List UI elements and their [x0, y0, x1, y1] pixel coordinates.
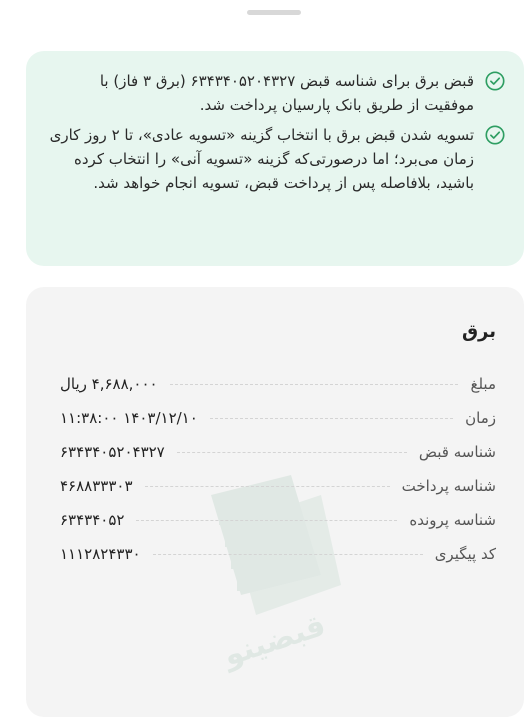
payment-id-value: ۴۶۸۸۳۳۳۰۳ [60, 477, 133, 495]
tracking-code-label: کد پیگیری [434, 545, 496, 563]
row-divider [210, 417, 453, 419]
settlement-info-text: تسویه شدن قبض برق با انتخاب گزینه «تسویه عادی»، تا ۲ روز کاری زمان می‌برد؛ اما درصورتی‌که گزینه «تسویه آنی» را انتخاب کرده باشید، بلافاصله پس از پرداخت قبض، تسویه انجام خواهد شد. [49, 126, 474, 192]
row-file-id [60, 503, 496, 537]
row-divider [153, 553, 423, 555]
time-label: زمان [465, 409, 496, 427]
row-bill-id [60, 435, 496, 469]
tracking-code-value: ۱۱۱۲۸۲۴۳۳۰ [60, 545, 141, 563]
row-divider [136, 519, 397, 521]
file-id-value: ۶۳۴۳۴۰۵۲ [60, 511, 125, 529]
check-circle-icon [484, 124, 506, 146]
sheet-drag-handle[interactable] [247, 10, 301, 15]
amount-value: ۴,۶۸۸,۰۰۰ ریال [60, 375, 158, 393]
settlement-info-message [46, 123, 506, 195]
receipt-details-card [26, 287, 524, 717]
time-value: ۱۴۰۳/۱۲/۱۰ ۱۱:۳۸:۰۰ [60, 409, 198, 427]
row-payment-id [60, 469, 496, 503]
row-divider [177, 451, 407, 453]
bill-id-label: شناسه قبض [418, 443, 496, 461]
amount-label: مبلغ [470, 375, 496, 393]
row-divider [170, 383, 459, 385]
details-rows [60, 367, 496, 571]
success-message-box [26, 51, 524, 266]
payment-success-text: قبض برق برای شناسه قبض ۶۳۴۳۴۰۵۲۰۴۳۲۷ (برق ۳ فاز) با موفقیت از طریق بانک پارسیان پرداخت شد. [99, 72, 474, 114]
file-id-label: شناسه پرونده [409, 511, 496, 529]
row-tracking-code [60, 537, 496, 571]
row-divider [145, 485, 390, 487]
row-amount [60, 367, 496, 401]
check-circle-icon [484, 70, 506, 92]
success-message [46, 69, 506, 117]
payment-id-label: شناسه پرداخت [401, 477, 496, 495]
row-time [60, 401, 496, 435]
bill-id-value: ۶۳۴۳۴۰۵۲۰۴۳۲۷ [60, 443, 165, 461]
details-title: برق [461, 321, 496, 342]
watermark-text: قبضینو [219, 607, 330, 674]
